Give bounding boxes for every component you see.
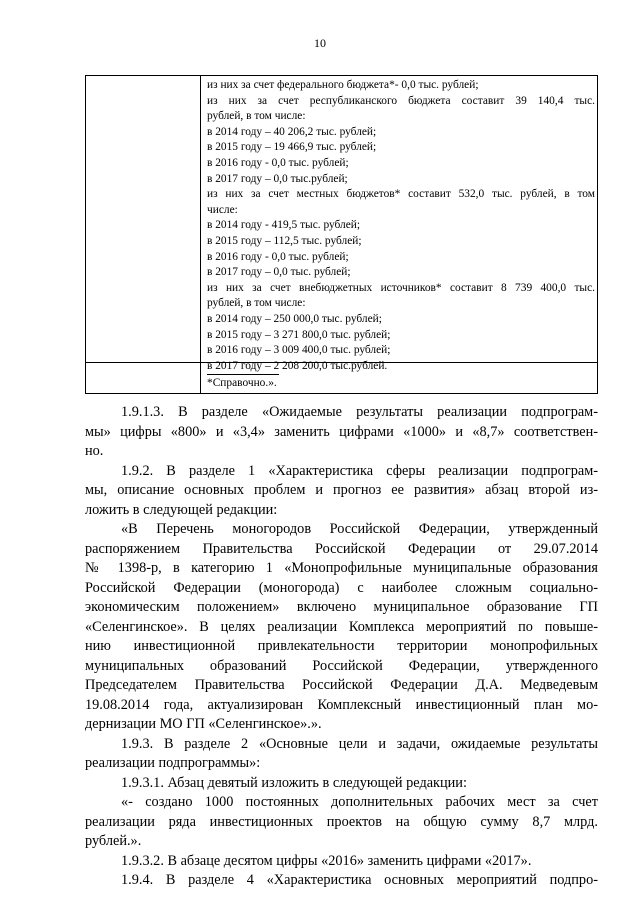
table-line: в 2015 году – 3 271 800,0 тыс. рублей;	[207, 328, 391, 341]
table-line: в 2017 году – 0,0 тыс. рублей;	[207, 266, 351, 279]
table-line: в 2015 году – 112,5 тыс. рублей;	[207, 234, 362, 247]
table-line: в 2017 году – 0,0 тыс.рублей;	[207, 172, 348, 185]
body-text	[85, 403, 598, 891]
table-line: из них за счет внебюджетных источников* составит 8 739 400,0 тыс.	[207, 281, 595, 294]
paragraph-line: 1.9.3. В разделе 2 «Основные цели и задачи, ожидаемые результаты	[121, 735, 598, 752]
paragraph-line: 1.9.2. В разделе 1 «Характеристика сферы реализации подпрограм-	[121, 462, 598, 479]
paragraph-line: Российской Федерации (моногорода) с наиболее сложным социально-	[85, 579, 598, 596]
table-line: в 2016 году – 3 009 400,0 тыс. рублей;	[207, 344, 391, 357]
paragraph-line: 19.08.2014 года, актуализирован Комплексный инвестиционный план мо-	[85, 696, 598, 713]
page-number: 10	[314, 36, 326, 50]
paragraph-line: рублей.».	[85, 833, 142, 849]
table-line: в 2014 году – 40 206,2 тыс. рублей;	[207, 125, 377, 138]
paragraph-line: 1.9.1.3. В разделе «Ожидаемые результаты реализации подпрограм-	[121, 404, 598, 420]
table-line: числе:	[207, 203, 238, 216]
table-line: из них за счет федерального бюджета*- 0,0 тыс. рублей;	[207, 79, 479, 91]
paragraph-line: 1.9.3.2. В абзаце десятом цифры «2016» заменить цифрами «2017».	[121, 852, 532, 869]
table-line: в 2016 году - 0,0 тыс. рублей;	[207, 156, 349, 169]
paragraph-line: нию инвестиционной привлекательности территории монопрофильных	[85, 638, 598, 654]
paragraph-line: дернизации МО ГП «Селенгинское».».	[85, 716, 322, 732]
table-line: из них за счет республиканского бюджета составит 39 140,4 тыс.	[207, 94, 595, 107]
paragraph-line: 1.9.4. В разделе 4 «Характеристика основных мероприятий подпро-	[121, 872, 598, 888]
table-line: в 2014 году – 250 000,0 тыс. рублей;	[207, 312, 382, 325]
table-column-divider	[200, 76, 201, 393]
paragraph-line: № 1398-р, в категорию 1 «Монопрофильные муниципальные образования	[85, 560, 598, 576]
paragraph-line: муниципальных образований Российской Федерации, утвержденного	[85, 657, 598, 674]
table-line: рублей, в том числе:	[207, 297, 306, 310]
paragraph-line: Председателем Правительства Российской Федерации Д.А. Медведевым	[85, 677, 598, 693]
paragraph-line: но.	[85, 443, 104, 459]
paragraph-line: «В Перечень моногородов Российской Федерации, утвержденный	[121, 521, 598, 537]
budget-table	[85, 75, 598, 394]
paragraph-line: мы, описание основных проблем и прогноз ее развития» абзац второй из-	[85, 482, 598, 498]
table-line: в 2017 году – 2 208 200,0 тыс.рублей.	[207, 359, 388, 372]
table-line: в 2016 году - 0,0 тыс. рублей;	[207, 250, 349, 263]
paragraph-line: реализации ряда инвестиционных проектов на общую сумму 8,7 млрд.	[85, 813, 598, 830]
paragraph-line: «Селенгинское». В целях реализации Комплекса мероприятий по повыше-	[85, 618, 598, 635]
table-line: в 2014 году - 419,5 тыс. рублей;	[207, 219, 361, 232]
table-line: в 2015 году – 19 466,9 тыс. рублей;	[207, 141, 377, 154]
paragraph-line: 1.9.3.1. Абзац девятый изложить в следующей редакции:	[121, 774, 467, 791]
paragraph-line: «- создано 1000 постоянных дополнительных рабочих мест за счет	[121, 794, 598, 810]
paragraph-line: реализации подпрограммы»:	[85, 755, 261, 771]
table-line: из них за счет местных бюджетов* составит 532,0 тыс. рублей, в том	[207, 188, 595, 201]
footnote-rule	[207, 374, 279, 375]
table-cell-content	[207, 78, 595, 374]
paragraph-line: мы» цифры «800» и «3,4» заменить цифрами «1000» и «8,7» соответствен-	[85, 423, 598, 440]
table-line: рублей, в том числе:	[207, 110, 306, 123]
paragraph-line: распоряжением Правительства Российской Федерации от 29.07.2014	[85, 540, 598, 557]
paragraph-line: экономическим положением» включено муниципальное образование ГП	[85, 599, 598, 615]
footnote: *Справочно.».	[207, 377, 277, 389]
paragraph-line: ложить в следующей редакции:	[85, 501, 278, 518]
